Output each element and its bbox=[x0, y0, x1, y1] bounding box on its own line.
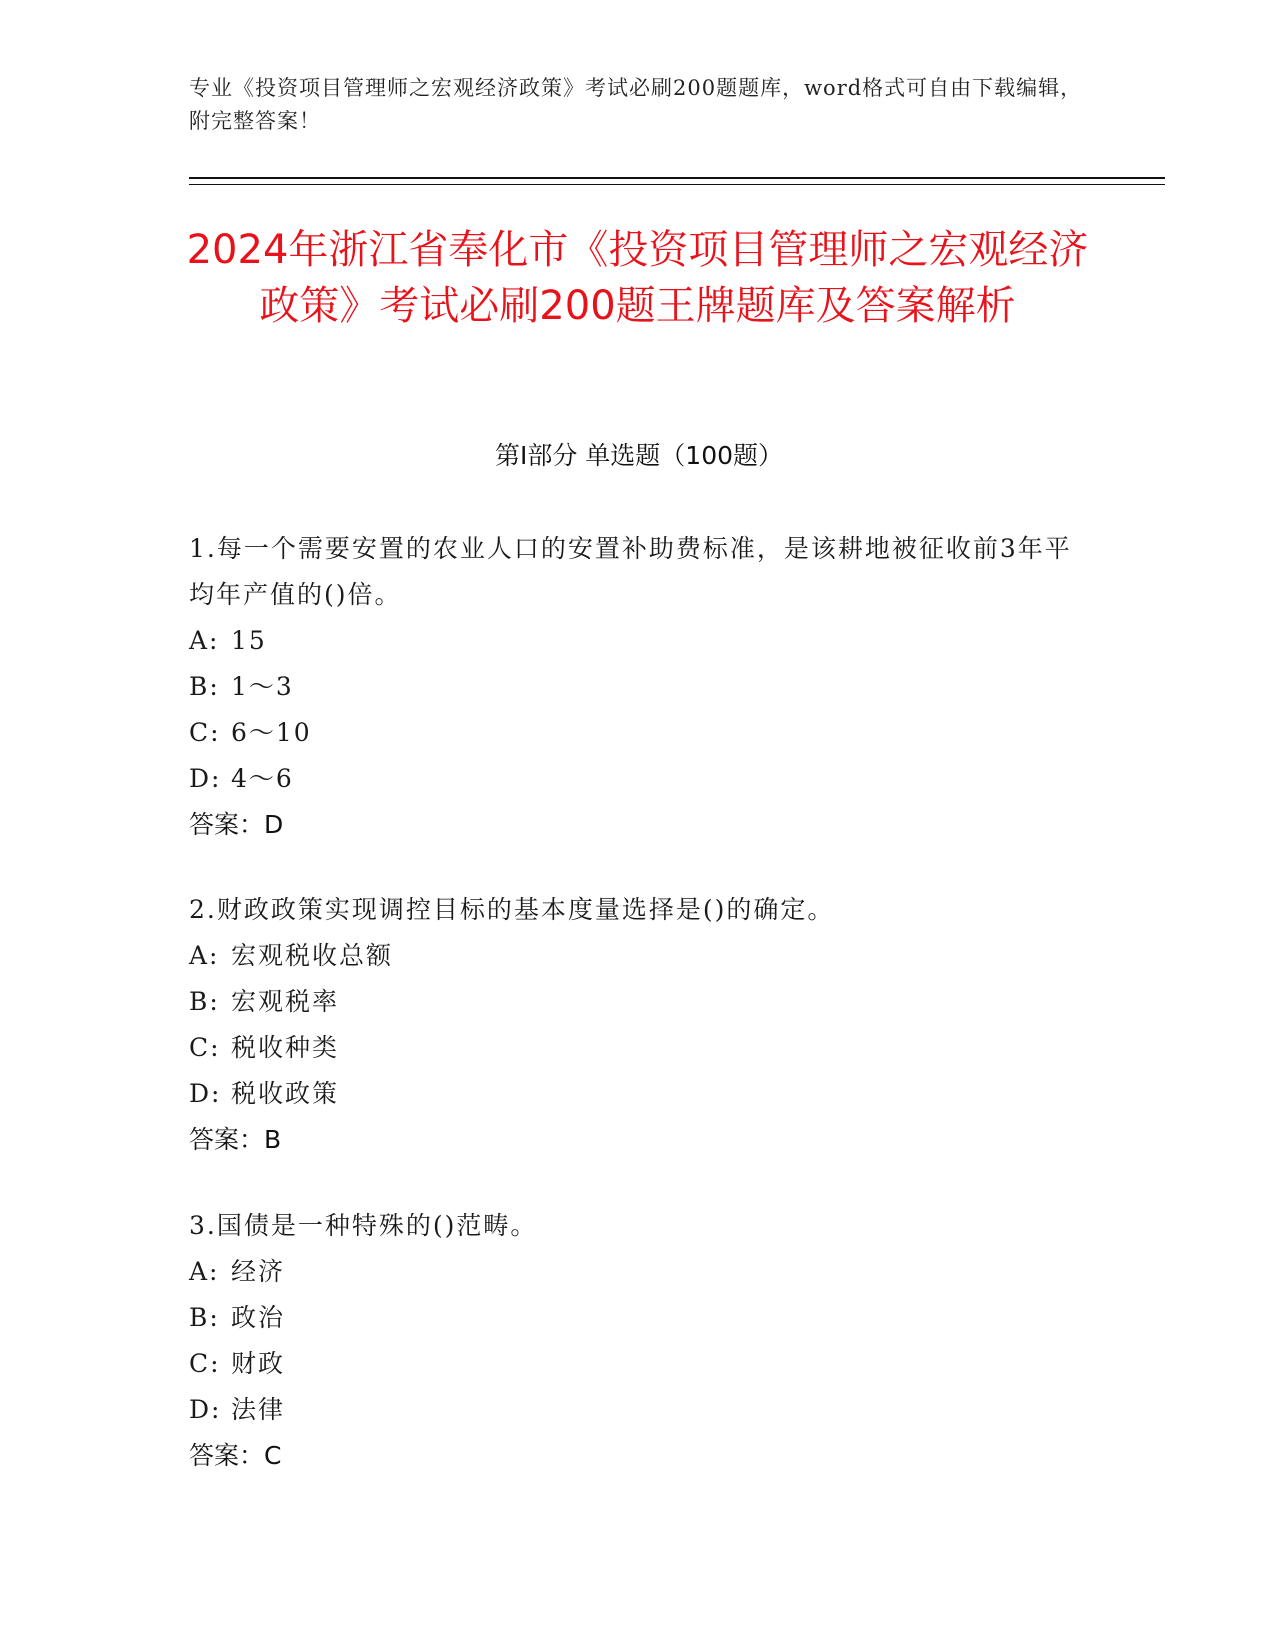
option-text: 宏观税收总额 bbox=[231, 941, 394, 970]
option-letter: A: bbox=[189, 626, 220, 655]
answer-line: 答案：C bbox=[189, 1441, 282, 1470]
question-stem: 3.国债是一种特殊的()范畴。 bbox=[189, 1211, 538, 1240]
question-stem: 2.财政政策实现调控目标的基本度量选择是()的确定。 bbox=[189, 895, 835, 924]
option-text: 4～6 bbox=[231, 764, 294, 793]
document-title: 2024年浙江省奉化市《投资项目管理师之宏观经济政策》考试必刷200题王牌题库及答案解析 bbox=[186, 227, 1089, 329]
option-a bbox=[189, 933, 1089, 979]
question-1 bbox=[189, 526, 1089, 848]
option-text: 经济 bbox=[231, 1257, 286, 1286]
option-text: 税收种类 bbox=[231, 1033, 340, 1062]
header-note: 专业《投资项目管理师之宏观经济政策》考试必刷200题题库，word格式可自由下载编辑，附完整答案！ bbox=[189, 76, 1083, 133]
option-text: 政治 bbox=[231, 1303, 286, 1332]
option-text: 15 bbox=[231, 626, 267, 655]
option-letter: B: bbox=[189, 987, 220, 1016]
header-rule-thin bbox=[189, 184, 1165, 185]
option-letter: C: bbox=[189, 718, 221, 747]
option-letter: B: bbox=[189, 672, 220, 701]
option-text: 宏观税率 bbox=[231, 987, 340, 1016]
option-c bbox=[189, 710, 1089, 756]
answer-line: 答案：B bbox=[189, 1125, 282, 1154]
option-c bbox=[189, 1341, 1089, 1387]
section-title: 第Ⅰ部分 单选题（100题） bbox=[494, 441, 784, 470]
option-c bbox=[189, 1025, 1089, 1071]
option-text: 税收政策 bbox=[231, 1079, 340, 1108]
option-letter: C: bbox=[189, 1349, 221, 1378]
option-letter: A: bbox=[189, 1257, 220, 1286]
option-b bbox=[189, 1295, 1089, 1341]
question-stem: 1.每一个需要安置的农业人口的安置补助费标准，是该耕地被征收前3年平均年产值的()倍。 bbox=[189, 534, 1072, 609]
option-text: 6～10 bbox=[231, 718, 312, 747]
option-text: 1～3 bbox=[231, 672, 294, 701]
option-letter: D: bbox=[189, 764, 222, 793]
option-b bbox=[189, 664, 1089, 710]
option-b bbox=[189, 979, 1089, 1025]
option-d bbox=[189, 1387, 1089, 1433]
option-letter: B: bbox=[189, 1303, 220, 1332]
option-text: 法律 bbox=[231, 1395, 286, 1424]
option-a bbox=[189, 618, 1089, 664]
question-2 bbox=[189, 887, 1089, 1163]
option-d bbox=[189, 1071, 1089, 1117]
option-letter: C: bbox=[189, 1033, 221, 1062]
option-a bbox=[189, 1249, 1089, 1295]
option-letter: A: bbox=[189, 941, 220, 970]
answer-line: 答案：D bbox=[189, 810, 284, 839]
option-letter: D: bbox=[189, 1395, 222, 1424]
question-3 bbox=[189, 1203, 1089, 1479]
option-d bbox=[189, 756, 1089, 802]
option-letter: D: bbox=[189, 1079, 222, 1108]
option-text: 财政 bbox=[231, 1349, 286, 1378]
header-rule-thick bbox=[189, 177, 1165, 179]
